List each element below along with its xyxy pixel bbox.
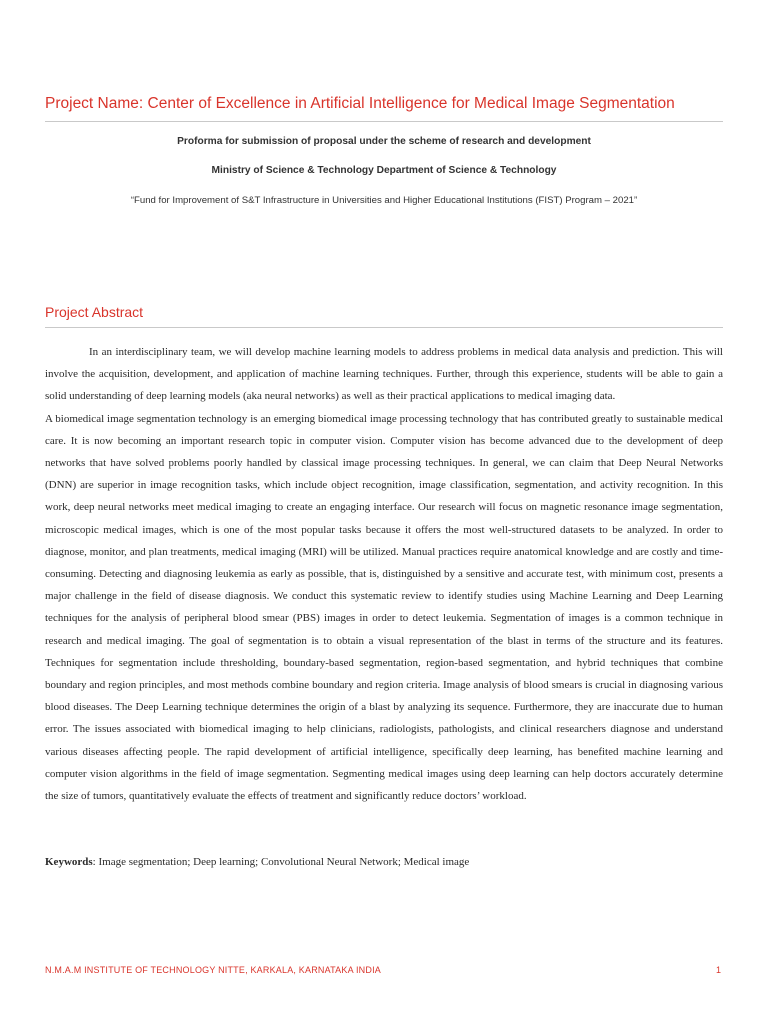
header-divider	[45, 121, 723, 122]
keywords-text: : Image segmentation; Deep learning; Convolutional Neural Network; Medical image	[92, 856, 470, 868]
abstract-paragraph-1: In an interdisciplinary team, we will develop machine learning models to address problems in medical data analysis and prediction. This will involve the acquisition, development, and application of machine learning techniques. Further, through this experience, students will be able to gain a solid understanding of deep learning models (aka neural networks) as well as their practical applications to medical imaging data.	[45, 346, 723, 403]
abstract-paragraph-2: A biomedical image segmentation technology is an emerging biomedical image processing technology that has contributed greatly to sustainable medical care. It is now becoming an important research topic in computer vision. Computer vision has become advanced due to the development of deep networks that have solved problems poorly handled by classical image processing techniques. In general, we can claim that Deep Neural Networks (DNN) are superior in image recognition tasks, which include object recognition, image classification, segmentation, and activity recognition. In this work, deep neural networks meet medical imaging to create an engaging interface. Our research will focus on magnetic resonance image segmentation, microscopic medical images, which is one of the most popular tasks because it offers the most well-structured datasets to be analyzed. In order to diagnose, monitor, and plan treatments, medical imaging (MRI) will be utilized. Manual practices require anatomical knowledge and are costly and time-consuming. Detecting and diagnosing leukemia as early as possible, that is, distinguished by a sensitive and accurate test, with minimum cost, presents a major challenge in the field of disease diagnosis. We conduct this systematic review to identify studies using Machine Learning and Deep Learning techniques for the analysis of peripheral blood smear (PBS) images in order to detect leukemia. Segmentation of images is a common technique in research and medical imaging. The goal of segmentation is to obtain a visual representation of the blast in terms of the structure and its features. Techniques for segmentation include thresholding, boundary-based segmentation, region-based segmentation, and hybrid techniques that combine boundary and region principles, and most methods combine boundary and region criteria. Image analysis of blood smears is crucial in diagnosing various blood diseases. The Deep Learning technique determines the origin of a blast by analyzing its sequence. Furthermore, they are inaccurate due to human error. The issues associated with biomedical imaging to help clinicians, radiologists, pathologists, and clinical researchers diagnose and understand various diseases affecting people. The rapid development of artificial intelligence, specifically deep learning, has benefited machine learning and computer vision algorithms in the field of image segmentation. Segmenting medical images using deep learning can help doctors accurately determine the size of tumors, quantitatively evaluate the effects of treatment and significantly reduce doctors’ workload.	[45, 412, 723, 803]
abstract-divider	[45, 327, 723, 328]
fund-program-line: “Fund for Improvement of S&T Infrastructure in Universities and Higher Educational Institutions (FIST) Program – 2021”	[130, 195, 638, 206]
page-number: 1	[715, 965, 721, 975]
project-name-label: Project Name:	[45, 95, 144, 112]
project-name-heading	[45, 95, 725, 113]
footer-institution: N.M.A.M INSTITUTE OF TECHNOLOGY NITTE, KARKALA, KARNATAKA INDIA	[45, 965, 381, 975]
abstract-heading: Project Abstract	[45, 304, 144, 320]
abstract-body	[45, 341, 723, 807]
ministry-line: Ministry of Science & Technology Department of Science & Technology	[211, 165, 557, 176]
keywords-label: Keywords	[45, 856, 93, 868]
project-title: Center of Excellence in Artificial Intelligence for Medical Image Segmentation	[143, 95, 675, 112]
keywords-line	[45, 856, 723, 868]
proforma-line: Proforma for submission of proposal under the scheme of research and development	[177, 136, 591, 147]
